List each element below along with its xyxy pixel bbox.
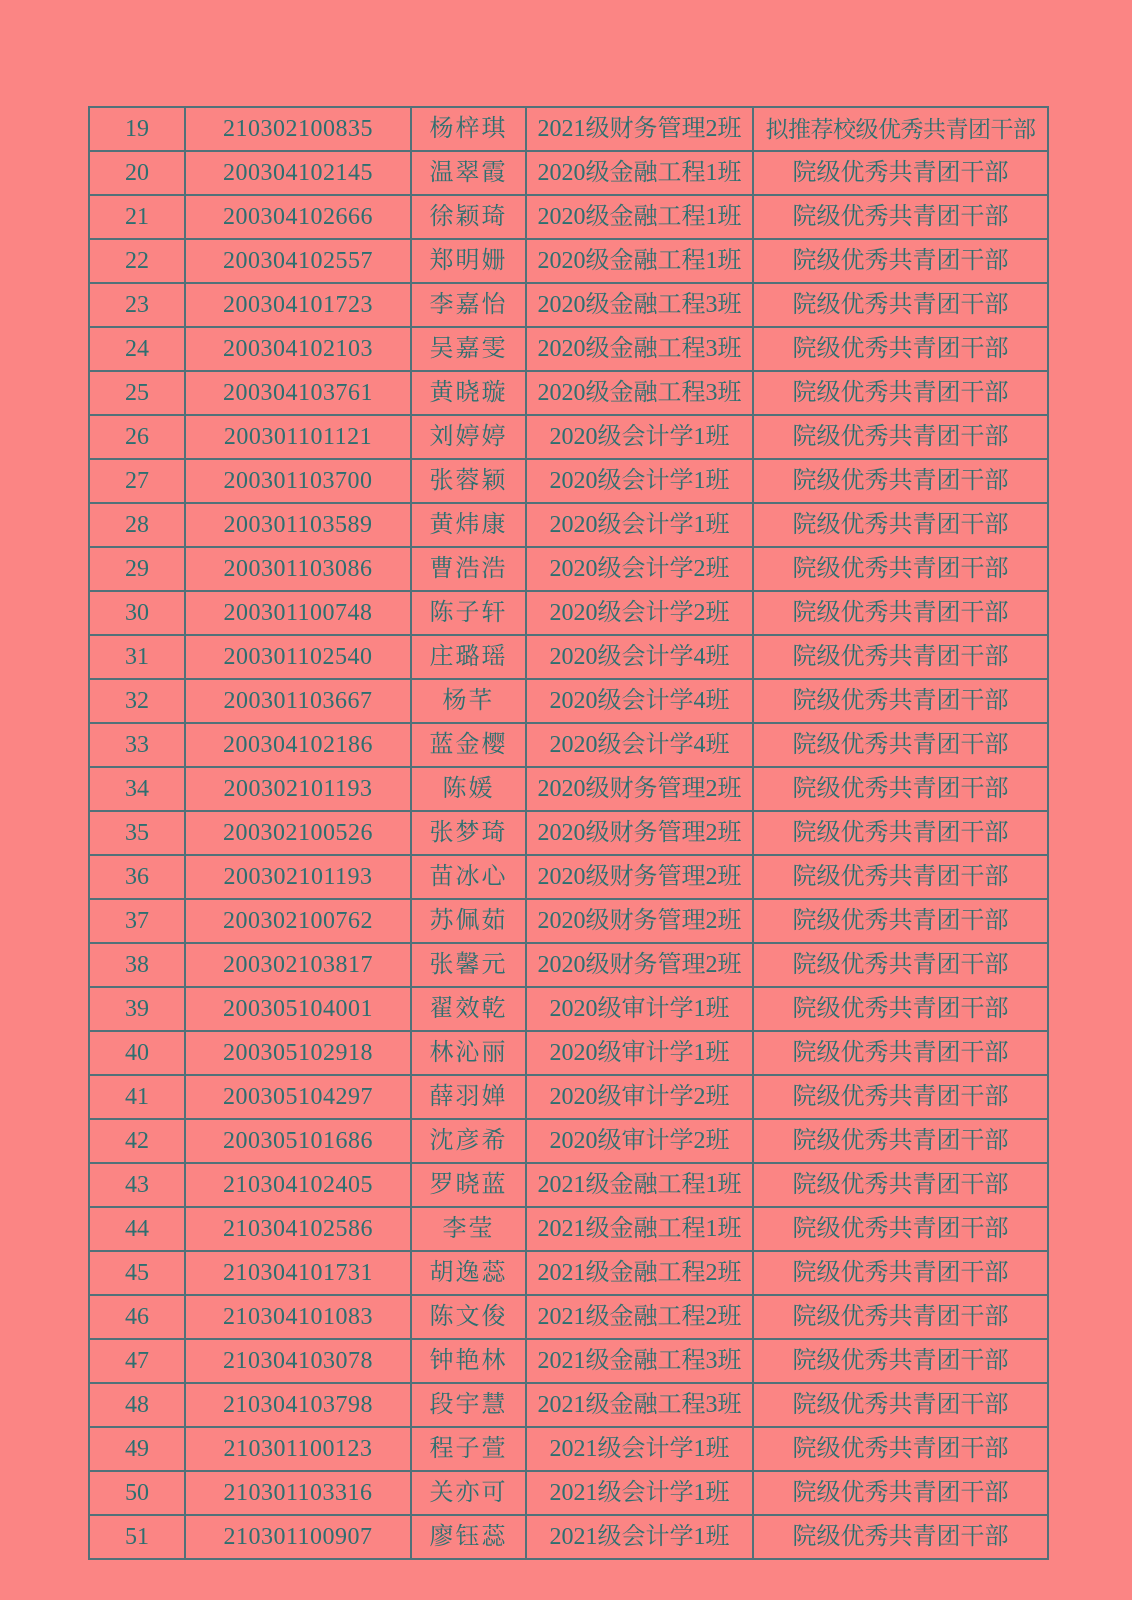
table-row (89, 459, 1048, 503)
row-number-cell: 36 (89, 855, 185, 899)
name-cell: 温翠霞 (411, 151, 526, 195)
name-cell: 杨芊 (411, 679, 526, 723)
award-cell: 院级优秀共青团干部 (753, 635, 1048, 679)
student-id-cell: 200305104297 (185, 1075, 411, 1119)
table-row (89, 283, 1048, 327)
award-cell: 院级优秀共青团干部 (753, 459, 1048, 503)
name-cell: 黄晓璇 (411, 371, 526, 415)
award-cell: 院级优秀共青团干部 (753, 151, 1048, 195)
name-cell: 庄璐瑶 (411, 635, 526, 679)
name-cell: 李莹 (411, 1207, 526, 1251)
table-row (89, 371, 1048, 415)
class-cell: 2020级会计学4班 (526, 723, 753, 767)
class-cell: 2020级会计学1班 (526, 503, 753, 547)
table-row (89, 1295, 1048, 1339)
class-cell: 2021级会计学1班 (526, 1471, 753, 1515)
awards-table-body (89, 107, 1048, 1559)
award-cell: 院级优秀共青团干部 (753, 547, 1048, 591)
class-cell: 2020级金融工程3班 (526, 283, 753, 327)
student-id-cell: 200301101121 (185, 415, 411, 459)
row-number-cell: 37 (89, 899, 185, 943)
student-id-cell: 200301103700 (185, 459, 411, 503)
award-cell: 院级优秀共青团干部 (753, 1339, 1048, 1383)
table-row (89, 547, 1048, 591)
award-cell: 院级优秀共青团干部 (753, 195, 1048, 239)
student-id-cell: 200302100526 (185, 811, 411, 855)
class-cell: 2020级财务管理2班 (526, 767, 753, 811)
row-number-cell: 28 (89, 503, 185, 547)
award-cell: 院级优秀共青团干部 (753, 899, 1048, 943)
row-number-cell: 44 (89, 1207, 185, 1251)
name-cell: 郑明姗 (411, 239, 526, 283)
class-cell: 2020级审计学2班 (526, 1075, 753, 1119)
row-number-cell: 41 (89, 1075, 185, 1119)
name-cell: 张梦琦 (411, 811, 526, 855)
table-row (89, 591, 1048, 635)
row-number-cell: 32 (89, 679, 185, 723)
name-cell: 陈子轩 (411, 591, 526, 635)
student-id-cell: 200301102540 (185, 635, 411, 679)
award-cell: 院级优秀共青团干部 (753, 855, 1048, 899)
table-row (89, 855, 1048, 899)
table-row (89, 723, 1048, 767)
table-row (89, 107, 1048, 151)
row-number-cell: 49 (89, 1427, 185, 1471)
class-cell: 2020级金融工程3班 (526, 371, 753, 415)
name-cell: 张馨元 (411, 943, 526, 987)
student-id-cell: 200304103761 (185, 371, 411, 415)
award-cell: 院级优秀共青团干部 (753, 1031, 1048, 1075)
row-number-cell: 35 (89, 811, 185, 855)
table-row (89, 1339, 1048, 1383)
table-row (89, 1163, 1048, 1207)
award-cell: 院级优秀共青团干部 (753, 1427, 1048, 1471)
class-cell: 2020级金融工程1班 (526, 239, 753, 283)
award-cell: 院级优秀共青团干部 (753, 1383, 1048, 1427)
student-awards-table (88, 106, 1049, 1560)
class-cell: 2020级审计学1班 (526, 987, 753, 1031)
row-number-cell: 46 (89, 1295, 185, 1339)
row-number-cell: 34 (89, 767, 185, 811)
name-cell: 曹浩浩 (411, 547, 526, 591)
row-number-cell: 38 (89, 943, 185, 987)
class-cell: 2021级金融工程1班 (526, 1207, 753, 1251)
name-cell: 黄炜康 (411, 503, 526, 547)
award-cell: 院级优秀共青团干部 (753, 415, 1048, 459)
table-row (89, 1031, 1048, 1075)
name-cell: 刘婷婷 (411, 415, 526, 459)
class-cell: 2020级会计学1班 (526, 459, 753, 503)
student-id-cell: 200304102666 (185, 195, 411, 239)
row-number-cell: 22 (89, 239, 185, 283)
award-cell: 院级优秀共青团干部 (753, 1163, 1048, 1207)
award-cell: 院级优秀共青团干部 (753, 503, 1048, 547)
award-cell: 院级优秀共青团干部 (753, 283, 1048, 327)
student-id-cell: 200302100762 (185, 899, 411, 943)
table-row (89, 943, 1048, 987)
award-cell: 院级优秀共青团干部 (753, 1075, 1048, 1119)
student-id-cell: 210304103798 (185, 1383, 411, 1427)
class-cell: 2020级会计学4班 (526, 679, 753, 723)
table-row (89, 327, 1048, 371)
row-number-cell: 47 (89, 1339, 185, 1383)
student-id-cell: 200301103589 (185, 503, 411, 547)
table-row (89, 635, 1048, 679)
student-id-cell: 200302103817 (185, 943, 411, 987)
name-cell: 沈彦希 (411, 1119, 526, 1163)
student-id-cell: 210304103078 (185, 1339, 411, 1383)
class-cell: 2020级会计学2班 (526, 547, 753, 591)
row-number-cell: 39 (89, 987, 185, 1031)
student-id-cell: 210302100835 (185, 107, 411, 151)
table-row (89, 503, 1048, 547)
table-row (89, 1383, 1048, 1427)
student-id-cell: 200301103667 (185, 679, 411, 723)
student-id-cell: 200305102918 (185, 1031, 411, 1075)
award-cell: 院级优秀共青团干部 (753, 1295, 1048, 1339)
name-cell: 钟艳林 (411, 1339, 526, 1383)
class-cell: 2020级审计学2班 (526, 1119, 753, 1163)
table-row (89, 679, 1048, 723)
row-number-cell: 19 (89, 107, 185, 151)
student-id-cell: 210301100123 (185, 1427, 411, 1471)
award-cell: 院级优秀共青团干部 (753, 943, 1048, 987)
award-cell: 院级优秀共青团干部 (753, 1471, 1048, 1515)
name-cell: 吴嘉雯 (411, 327, 526, 371)
class-cell: 2021级会计学1班 (526, 1515, 753, 1559)
row-number-cell: 24 (89, 327, 185, 371)
award-cell: 院级优秀共青团干部 (753, 987, 1048, 1031)
name-cell: 徐颖琦 (411, 195, 526, 239)
class-cell: 2021级金融工程2班 (526, 1251, 753, 1295)
table-row (89, 239, 1048, 283)
name-cell: 段宇慧 (411, 1383, 526, 1427)
name-cell: 程子萱 (411, 1427, 526, 1471)
table-row (89, 1427, 1048, 1471)
award-cell: 院级优秀共青团干部 (753, 679, 1048, 723)
student-id-cell: 200302101193 (185, 767, 411, 811)
row-number-cell: 48 (89, 1383, 185, 1427)
award-cell: 院级优秀共青团干部 (753, 811, 1048, 855)
row-number-cell: 27 (89, 459, 185, 503)
award-cell: 院级优秀共青团干部 (753, 723, 1048, 767)
row-number-cell: 42 (89, 1119, 185, 1163)
table-row (89, 899, 1048, 943)
student-id-cell: 200304101723 (185, 283, 411, 327)
class-cell: 2020级财务管理2班 (526, 899, 753, 943)
student-id-cell: 200302101193 (185, 855, 411, 899)
table-row (89, 1515, 1048, 1559)
class-cell: 2021级金融工程1班 (526, 1163, 753, 1207)
name-cell: 张蓉颖 (411, 459, 526, 503)
student-id-cell: 200301103086 (185, 547, 411, 591)
student-id-cell: 210304101083 (185, 1295, 411, 1339)
name-cell: 杨梓琪 (411, 107, 526, 151)
name-cell: 关亦可 (411, 1471, 526, 1515)
student-id-cell: 200304102103 (185, 327, 411, 371)
student-id-cell: 210301103316 (185, 1471, 411, 1515)
row-number-cell: 50 (89, 1471, 185, 1515)
table-row (89, 195, 1048, 239)
name-cell: 翟效乾 (411, 987, 526, 1031)
table-row (89, 1251, 1048, 1295)
student-id-cell: 200301100748 (185, 591, 411, 635)
name-cell: 陈媛 (411, 767, 526, 811)
name-cell: 陈文俊 (411, 1295, 526, 1339)
row-number-cell: 23 (89, 283, 185, 327)
award-cell: 院级优秀共青团干部 (753, 1207, 1048, 1251)
award-cell: 院级优秀共青团干部 (753, 767, 1048, 811)
award-cell: 院级优秀共青团干部 (753, 591, 1048, 635)
award-cell: 拟推荐校级优秀共青团干部 (753, 107, 1048, 151)
row-number-cell: 26 (89, 415, 185, 459)
class-cell: 2021级会计学1班 (526, 1427, 753, 1471)
name-cell: 胡逸蕊 (411, 1251, 526, 1295)
student-id-cell: 210304102586 (185, 1207, 411, 1251)
name-cell: 苗冰心 (411, 855, 526, 899)
row-number-cell: 40 (89, 1031, 185, 1075)
row-number-cell: 30 (89, 591, 185, 635)
award-cell: 院级优秀共青团干部 (753, 1251, 1048, 1295)
class-cell: 2020级会计学4班 (526, 635, 753, 679)
name-cell: 薛羽婵 (411, 1075, 526, 1119)
row-number-cell: 31 (89, 635, 185, 679)
table-row (89, 811, 1048, 855)
name-cell: 李嘉怡 (411, 283, 526, 327)
award-cell: 院级优秀共青团干部 (753, 1515, 1048, 1559)
class-cell: 2020级审计学1班 (526, 1031, 753, 1075)
row-number-cell: 25 (89, 371, 185, 415)
student-id-cell: 200305104001 (185, 987, 411, 1031)
row-number-cell: 29 (89, 547, 185, 591)
class-cell: 2020级金融工程1班 (526, 151, 753, 195)
name-cell: 苏佩茹 (411, 899, 526, 943)
table-row (89, 151, 1048, 195)
class-cell: 2021级金融工程2班 (526, 1295, 753, 1339)
row-number-cell: 21 (89, 195, 185, 239)
class-cell: 2020级金融工程3班 (526, 327, 753, 371)
class-cell: 2021级金融工程3班 (526, 1339, 753, 1383)
student-id-cell: 210304102405 (185, 1163, 411, 1207)
class-cell: 2020级金融工程1班 (526, 195, 753, 239)
award-cell: 院级优秀共青团干部 (753, 371, 1048, 415)
table-row (89, 767, 1048, 811)
student-id-cell: 200304102557 (185, 239, 411, 283)
class-cell: 2021级金融工程3班 (526, 1383, 753, 1427)
student-id-cell: 200304102186 (185, 723, 411, 767)
award-cell: 院级优秀共青团干部 (753, 239, 1048, 283)
row-number-cell: 45 (89, 1251, 185, 1295)
table-row (89, 1471, 1048, 1515)
student-id-cell: 200305101686 (185, 1119, 411, 1163)
name-cell: 蓝金樱 (411, 723, 526, 767)
row-number-cell: 51 (89, 1515, 185, 1559)
student-id-cell: 210304101731 (185, 1251, 411, 1295)
table-row (89, 1119, 1048, 1163)
table-row (89, 1207, 1048, 1251)
class-cell: 2020级会计学2班 (526, 591, 753, 635)
class-cell: 2021级财务管理2班 (526, 107, 753, 151)
student-id-cell: 210301100907 (185, 1515, 411, 1559)
table-row (89, 415, 1048, 459)
name-cell: 林沁丽 (411, 1031, 526, 1075)
student-id-cell: 200304102145 (185, 151, 411, 195)
row-number-cell: 43 (89, 1163, 185, 1207)
name-cell: 廖钰蕊 (411, 1515, 526, 1559)
class-cell: 2020级财务管理2班 (526, 943, 753, 987)
name-cell: 罗晓蓝 (411, 1163, 526, 1207)
class-cell: 2020级财务管理2班 (526, 855, 753, 899)
table-row (89, 1075, 1048, 1119)
class-cell: 2020级会计学1班 (526, 415, 753, 459)
award-cell: 院级优秀共青团干部 (753, 327, 1048, 371)
table-row (89, 987, 1048, 1031)
award-cell: 院级优秀共青团干部 (753, 1119, 1048, 1163)
class-cell: 2020级财务管理2班 (526, 811, 753, 855)
row-number-cell: 20 (89, 151, 185, 195)
row-number-cell: 33 (89, 723, 185, 767)
